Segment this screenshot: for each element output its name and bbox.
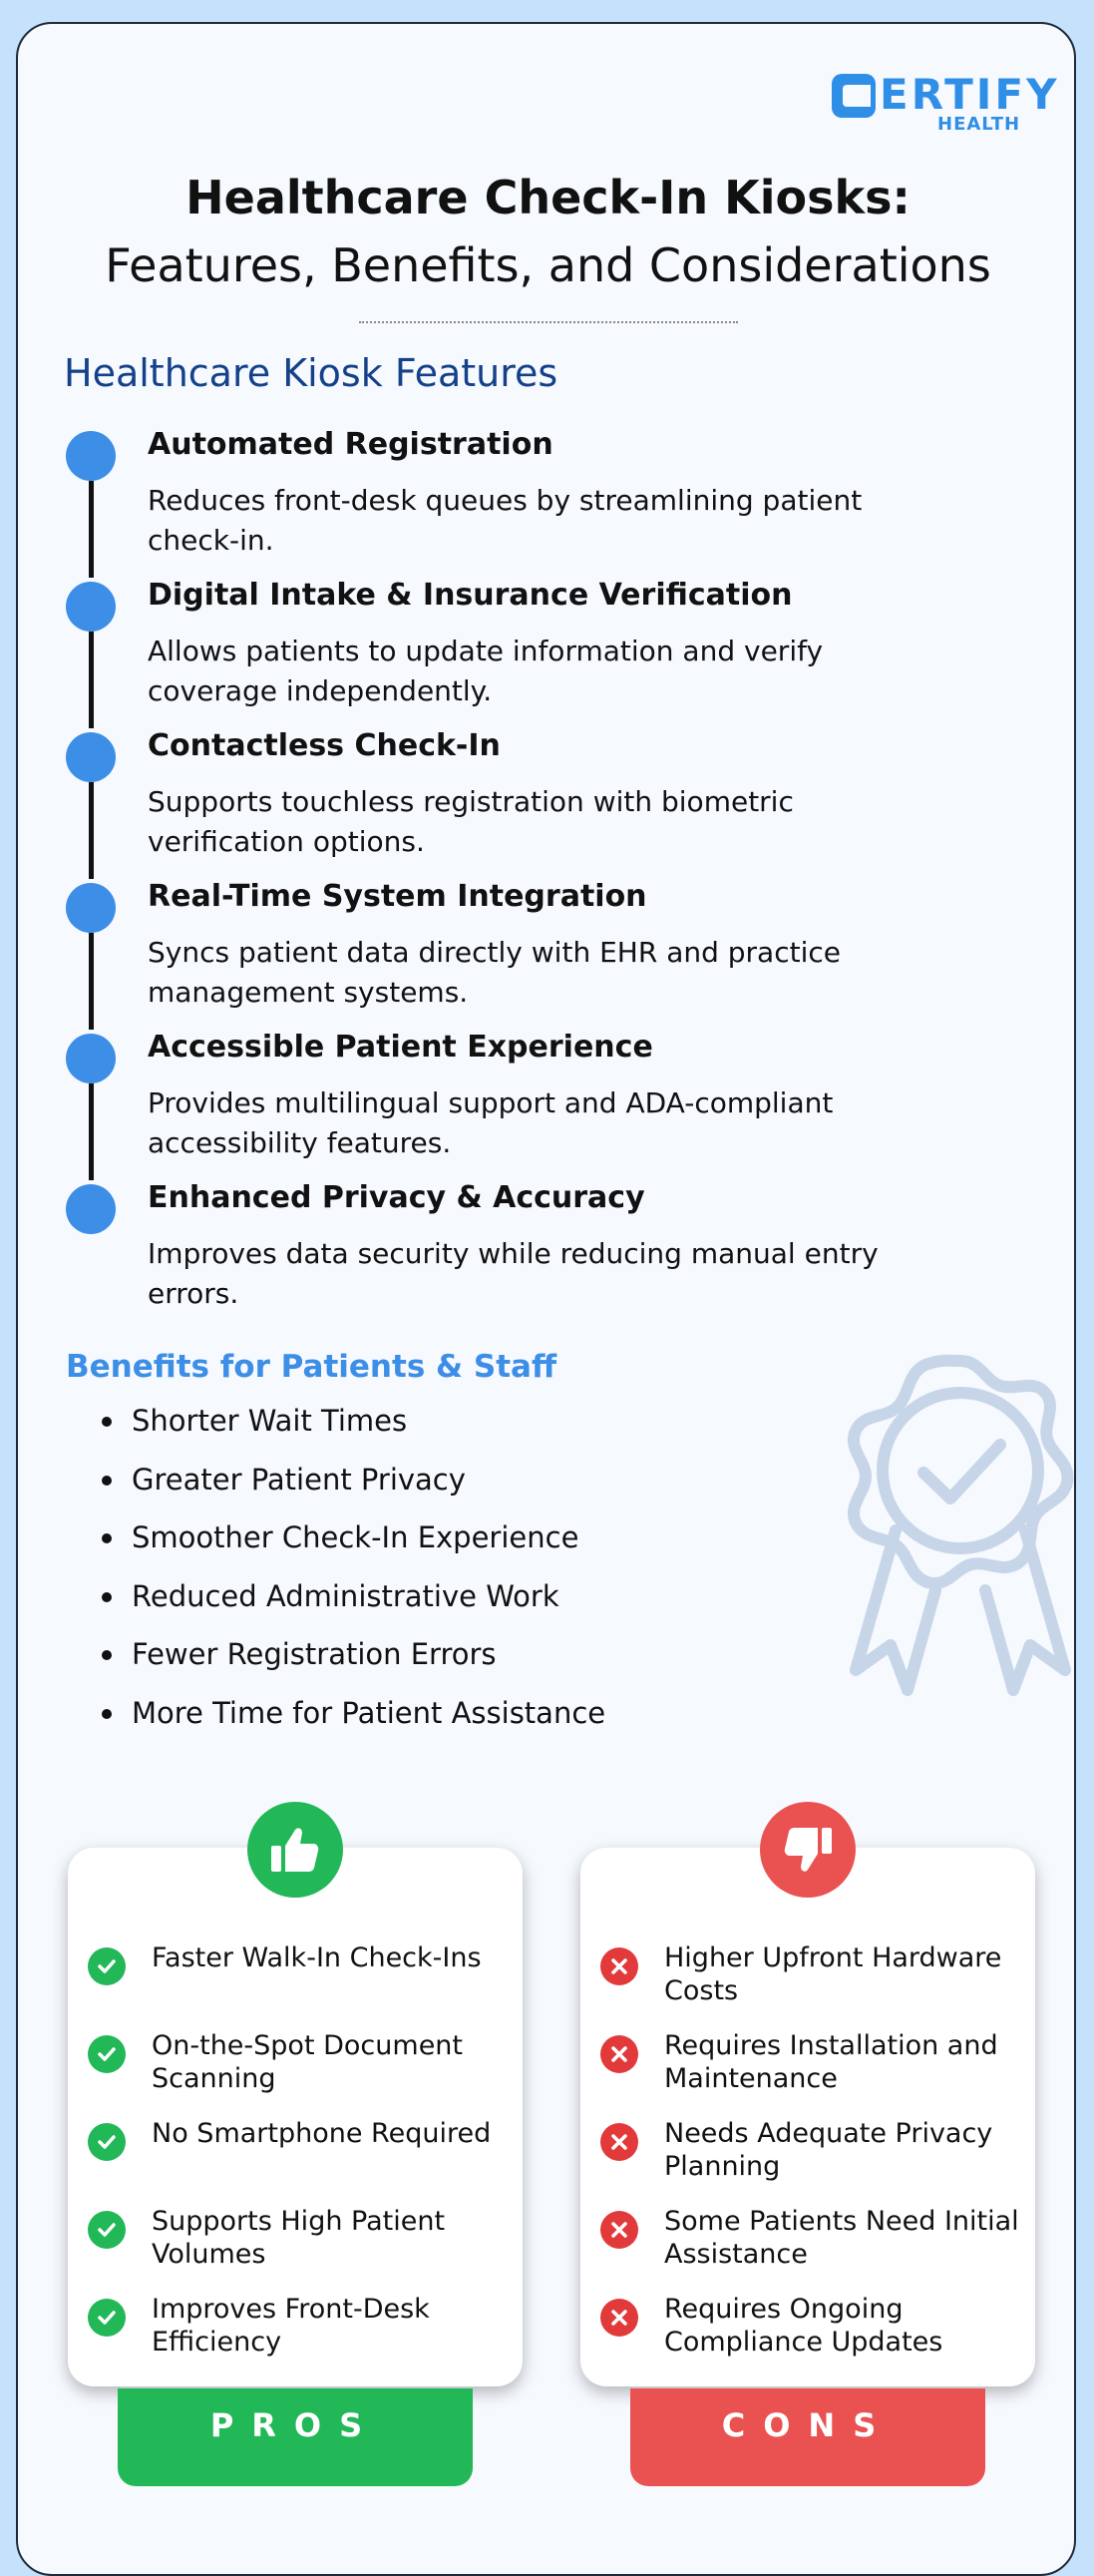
logo-subtext: HEALTH xyxy=(937,114,1021,135)
pros-item-text: No Smartphone Required xyxy=(152,2118,492,2149)
timeline-dot-icon xyxy=(66,883,116,933)
x-circle-icon xyxy=(600,1947,638,1985)
x-circle-icon xyxy=(600,2211,638,2249)
page-title xyxy=(18,164,1076,299)
feature-title: Digital Intake & Insurance Verification xyxy=(148,578,793,613)
feature-item xyxy=(66,728,963,879)
x-circle-icon xyxy=(600,2123,638,2161)
feature-title: Automated Registration xyxy=(148,427,553,462)
feature-description: Improves data security while reducing manual entry errors. xyxy=(148,1237,879,1310)
list-item: Shorter Wait Times xyxy=(102,1401,605,1460)
feature-item xyxy=(66,427,963,578)
check-circle-icon xyxy=(88,2035,126,2073)
timeline-connector xyxy=(89,933,94,1030)
check-circle-icon xyxy=(88,2123,126,2161)
pros-item-text: Faster Walk-In Check-Ins xyxy=(152,1942,482,1973)
list-item: Reduced Administrative Work xyxy=(102,1576,605,1635)
x-circle-icon xyxy=(600,2299,638,2337)
list-item: Fewer Registration Errors xyxy=(102,1634,605,1693)
check-circle-icon xyxy=(88,2299,126,2337)
pros-label: PROS xyxy=(118,2388,473,2486)
list-item: Greater Patient Privacy xyxy=(102,1460,605,1518)
timeline-connector xyxy=(89,782,94,879)
feature-item xyxy=(66,1030,963,1180)
timeline-dot-icon xyxy=(66,1034,116,1083)
timeline-connector xyxy=(89,481,94,578)
title-line-1: Healthcare Check-In Kiosks: xyxy=(185,171,911,224)
logo-c-icon xyxy=(832,74,876,118)
features-timeline xyxy=(66,427,963,1331)
feature-description: Reduces front-desk queues by streamlining patient check-in. xyxy=(148,484,863,557)
pros-item-text: Improves Front-Desk Efficiency xyxy=(152,2294,430,2358)
logo-wordmark: ERTIFY xyxy=(880,70,1060,119)
feature-description: Allows patients to update information and verify coverage independently. xyxy=(148,635,824,707)
cons-panel xyxy=(580,1848,1035,2386)
timeline-dot-icon xyxy=(66,431,116,481)
cons-item-text: Needs Adequate Privacy Planning xyxy=(664,2118,993,2182)
benefits-title: Benefits for Patients & Staff xyxy=(66,1349,557,1385)
cons-item-text: Some Patients Need Initial Assistance xyxy=(664,2206,1019,2270)
feature-title: Accessible Patient Experience xyxy=(148,1030,653,1065)
feature-title: Real-Time System Integration xyxy=(148,879,647,914)
check-circle-icon xyxy=(88,2211,126,2249)
x-circle-icon xyxy=(600,2035,638,2073)
pros-item-text: Supports High Patient Volumes xyxy=(152,2206,446,2270)
feature-title: Contactless Check-In xyxy=(148,728,501,763)
feature-description: Provides multilingual support and ADA-compliant accessibility features. xyxy=(148,1086,834,1159)
cons-label: CONS xyxy=(630,2388,985,2486)
award-badge-icon xyxy=(836,1341,1076,1740)
feature-title: Enhanced Privacy & Accuracy xyxy=(148,1180,645,1215)
feature-item xyxy=(66,879,963,1030)
list-item: More Time for Patient Assistance xyxy=(102,1693,605,1752)
timeline-dot-icon xyxy=(66,732,116,782)
pros-item-text: On-the-Spot Document Scanning xyxy=(152,2030,464,2094)
title-divider xyxy=(359,321,738,323)
cons-item-text: Requires Installation and Maintenance xyxy=(664,2030,998,2094)
features-section-title: Healthcare Kiosk Features xyxy=(64,351,558,395)
cons-item-text: Requires Ongoing Compliance Updates xyxy=(664,2294,943,2358)
feature-item xyxy=(66,578,963,728)
thumbs-up-icon xyxy=(247,1802,343,1898)
feature-description: Supports touchless registration with biometric verification options. xyxy=(148,785,794,858)
thumbs-down-icon xyxy=(760,1802,856,1898)
feature-item xyxy=(66,1180,963,1331)
title-line-2: Features, Benefits, and Considerations xyxy=(105,238,991,292)
pros-panel xyxy=(68,1848,523,2386)
infographic-card xyxy=(16,22,1076,2576)
feature-description: Syncs patient data directly with EHR and practice management systems. xyxy=(148,936,841,1009)
benefits-list xyxy=(102,1401,605,1752)
list-item: Smoother Check-In Experience xyxy=(102,1517,605,1576)
cons-item-text: Higher Upfront Hardware Costs xyxy=(664,1942,1002,2006)
check-circle-icon xyxy=(88,1947,126,1985)
timeline-connector xyxy=(89,1083,94,1180)
timeline-connector xyxy=(89,632,94,728)
timeline-dot-icon xyxy=(66,582,116,632)
timeline-dot-icon xyxy=(66,1184,116,1234)
